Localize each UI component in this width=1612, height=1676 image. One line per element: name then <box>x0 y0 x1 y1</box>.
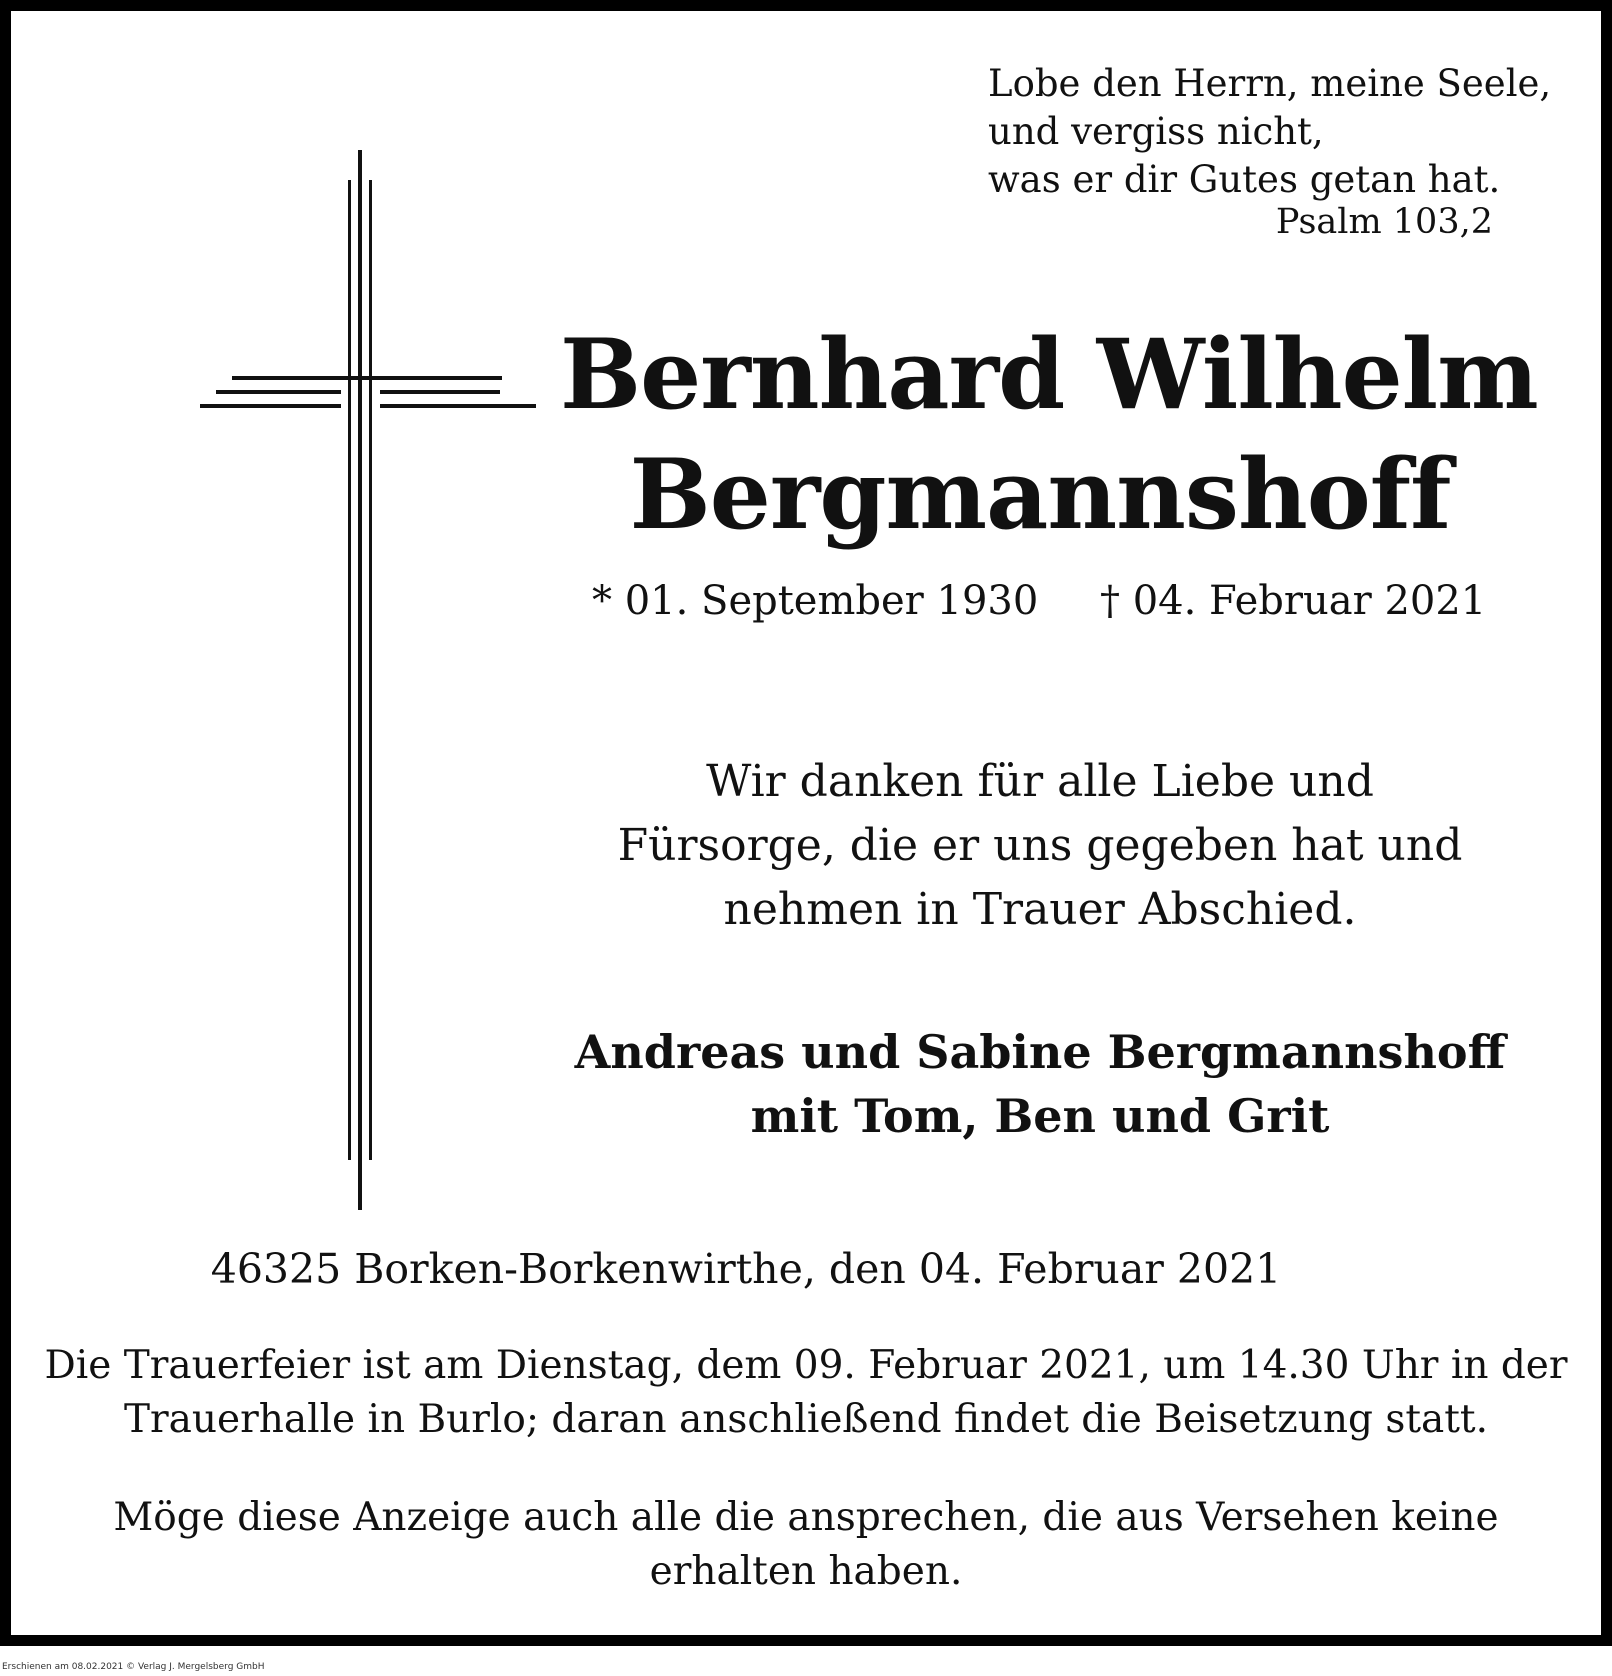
cross-icon <box>200 150 540 1210</box>
publication-footer: Erschienen am 08.02.2021 © Verlag J. Mergelsberg GmbH <box>2 1662 265 1672</box>
mourners <box>560 1020 1520 1148</box>
psalm-line: und vergiss nicht, <box>988 110 1324 153</box>
funeral-service-info <box>0 1339 1612 1447</box>
note-line: erhalten haben. <box>649 1549 963 1594</box>
thanks-line: nehmen in Trauer Abschied. <box>723 884 1357 935</box>
service-line: Trauerhalle in Burlo; daran anschließend findet die Beisetzung statt. <box>123 1397 1488 1442</box>
mourners-line: mit Tom, Ben und Grit <box>750 1089 1330 1143</box>
deceased-surname: Bergmannshoff <box>629 438 1451 551</box>
birth-date: * 01. September 1930 <box>592 578 1039 624</box>
psalm-reference: Psalm 103,2 <box>1275 202 1493 242</box>
note-line: Möge diese Anzeige auch alle die ansprechen, die aus Versehen keine <box>113 1495 1499 1540</box>
thanks-text <box>560 750 1520 942</box>
service-line: Die Trauerfeier ist am Dienstag, dem 09. Februar 2021, um 14.30 Uhr in der <box>44 1343 1568 1388</box>
deceased-first-names: Bernhard Wilhelm <box>560 318 1538 431</box>
psalm-line: was er dir Gutes getan hat. <box>988 158 1501 201</box>
place-and-date: 46325 Borken-Borkenwirthe, den 04. Februar 2021 <box>210 1245 1282 1293</box>
mourners-line: Andreas und Sabine Bergmannshoff <box>574 1025 1506 1079</box>
thanks-line: Fürsorge, die er uns gegeben hat und <box>617 820 1463 871</box>
death-date: † 04. Februar 2021 <box>1100 578 1487 624</box>
psalm-verse <box>988 60 1551 204</box>
thanks-line: Wir danken für alle Liebe und <box>706 756 1374 807</box>
psalm-line: Lobe den Herrn, meine Seele, <box>988 62 1552 105</box>
notice-note <box>0 1491 1612 1599</box>
